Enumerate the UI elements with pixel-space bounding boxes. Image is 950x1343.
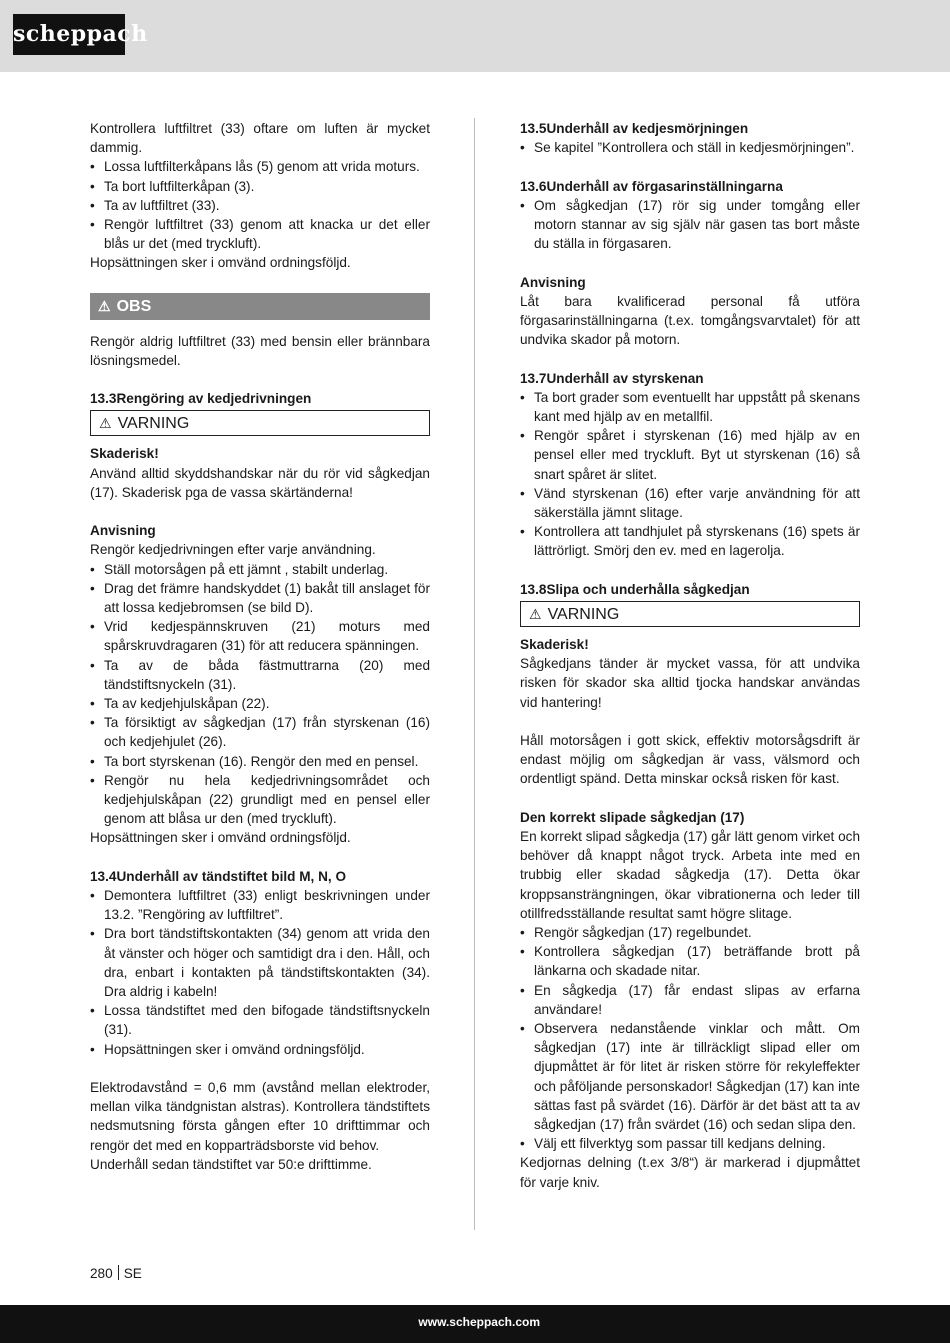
list-item: • Kontrollera att tandhjulet på styrskenans (16) spets är lättrörligt. Smörj den ev. med en lagerolja. [520, 522, 860, 560]
section-13-5-title: 13.5Underhåll av kedjesmörjningen [520, 121, 749, 136]
risk-text: Använd alltid skyddshandskar när du rör vid sågkedjan (17). Skaderisk pga de vassa skärtänderna! [90, 465, 430, 500]
scheppach-logo: scheppach [13, 14, 125, 55]
pitch-text: Kedjornas delning (t.ex 3/8“) är markerad i djupmåttet för varje kniv. [520, 1155, 860, 1190]
page-number-separator [118, 1265, 119, 1280]
section-13-6-title: 13.6Underhåll av förgasarinställningarna [520, 178, 783, 194]
warning-triangle-icon: ⚠ [529, 606, 542, 623]
page-number-value: 280 [90, 1266, 113, 1281]
list-item: • Rengör spåret i styrskenan (16) med hjälp av en pensel eller med tryckluft. Byt ut styrskenan (16) så snart spåret är slitet. [520, 426, 860, 484]
obs-text: Rengör aldrig luftfiltret (33) med bensin eller brännbara lösningsmedel. [90, 333, 430, 368]
warning-box [520, 601, 860, 627]
warning-triangle-icon: ⚠ [98, 297, 111, 314]
list-item: • Ta av luftfiltret (33). [90, 196, 430, 215]
list-item: • Rengör sågkedjan (17) regelbundet. [520, 923, 860, 942]
list-item: • Om sågkedjan (17) rör sig under tomgång eller motorn stannar av sig själv när gasen tas bort måste du ställa in förgasaren. [520, 196, 860, 254]
list-item: • Ta försiktigt av sågkedjan (17) från styrskenan (16) och kedjehjulet (26). [90, 713, 430, 751]
section-13-7-title: 13.7Underhåll av styrskenan [520, 370, 704, 386]
warning-box [90, 410, 430, 436]
reassembly-text: Hopsättningen sker i omvänd ordningsföljd. [90, 255, 351, 271]
risk-label: Skaderisk! [520, 637, 589, 653]
page-header [0, 0, 950, 72]
note-text: Rengör kedjedrivningen efter varje användning. [90, 542, 376, 558]
list-item: • Vrid kedjespännskruven (21) moturs med spårskruvdragaren (31) för att reducera spänningen. [90, 617, 430, 655]
reassembly-text: Hopsättningen sker i omvänd ordningsföljd. [90, 830, 351, 846]
right-column [520, 119, 860, 1192]
sharp-chain-title: Den korrekt slipade sågkedjan (17) [520, 809, 745, 825]
list-item: • Rengör nu hela kedjedrivningsområdet och kedjehjulskåpan (22) grundligt med en pensel eller genom att blåsa ur den (med tryckluft). [90, 771, 430, 829]
list-item: • Ta av kedjehjulskåpan (22). [90, 694, 430, 713]
risk-label: Skaderisk! [90, 446, 159, 462]
warning-label: VARNING [117, 415, 190, 433]
section-13-8-title: 13.8Slipa och underhålla sågkedjan [520, 581, 750, 597]
section-13-3-title: 13.3Rengöring av kedjedrivningen [90, 391, 312, 407]
intro-text: Kontrollera luftfiltret (33) oftare om luften är mycket dammig. [90, 121, 430, 156]
list-item: • Kontrollera sågkedjan (17) beträffande brott på länkarna och skadade nitar. [520, 942, 860, 980]
list-item: • Ställ motorsågen på ett jämnt , stabilt underlag. [90, 560, 430, 579]
website-link[interactable]: www.scheppach.com [418, 1315, 540, 1329]
list-item: • Lossa tändstiftet med den bifogade tändstiftsnyckeln (31). [90, 1001, 430, 1039]
note-label: Anvisning [520, 274, 586, 290]
language-code: SE [123, 1266, 142, 1281]
note-text: Låt bara kvalificerad personal få utföra förgasarinställningarna (t.ex. tomgångsvarvtalet) för att undvika skador på motorn. [520, 293, 860, 348]
list-item: • Hopsättningen sker i omvänd ordningsföljd. [90, 1040, 430, 1059]
list-item: • Ta bort styrskenan (16). Rengör den med en pensel. [90, 752, 430, 771]
warning-label: VARNING [547, 606, 620, 624]
maintenance-text: Underhåll sedan tändstiftet var 50:e drifttimme. [90, 1156, 372, 1172]
condition-text: Håll motorsågen i gott skick, effektiv motorsågsdrift är endast möjlig om sågkedjan är vass, välsmord och ordentligt spänd. Detta minskar också risken för kast. [520, 733, 860, 787]
obs-label: OBS [116, 297, 152, 315]
list-item: • Lossa luftfilterkåpans lås (5) genom att vrida moturs. [90, 157, 430, 176]
list-item: • Välj ett filverktyg som passar till kedjans delning. [520, 1134, 860, 1153]
list-item: • Ta bort luftfilterkåpan (3). [90, 177, 430, 196]
sharp-chain-text: En korrekt slipad sågkedja (17) går lätt genom virket och behöver då knappt något tryck. Arbeta inte med en trubbig eller skadad sågkedja (17). Detta ökar kroppsansträngningen, ökar vibrationerna och leder till otillfredsställande resultat samt högre slitage. [520, 829, 861, 921]
list-item: • Observera nedanstående vinklar och mått. Om sågkedjan (17) inte är tillräckligt slipad eller om djupmåttet är för litet är risken större för rekyleffekter och påföljande personskador! Sågkedjan (17) kan inte sättas fast på svärdet (16). Därför är det bäst att ta av sågkedjan (17) från svärdet (16) och sedan slipa den. [520, 1019, 860, 1134]
list-item: • En sågkedja (17) får endast slipas av erfarna användare! [520, 981, 860, 1019]
note-label: Anvisning [90, 523, 156, 539]
list-item: • Dra bort tändstiftskontakten (34) genom att vrida den åt vänster och höger och samtidigt dra i den. Håll, och dra, enbart i kontakten på tändstiftskontakten (34). Dra aldrig i kabeln! [90, 924, 430, 1001]
list-item: • Demontera luftfiltret (33) enligt beskrivningen under 13.2. ”Rengöring av luftfiltret”. [90, 886, 430, 924]
left-column [90, 119, 430, 1174]
column-divider [474, 118, 475, 1230]
list-item: • Se kapitel ”Kontrollera och ställ in kedjesmörjningen”. [520, 138, 860, 157]
warning-triangle-icon: ⚠ [99, 415, 112, 432]
obs-banner [90, 293, 430, 320]
list-item: • Rengör luftfiltret (33) genom att knacka ur det eller blås ur det (med tryckluft). [90, 215, 430, 253]
list-item: • Ta av de båda fästmuttrarna (20) med tändstiftsnyckeln (31). [90, 656, 430, 694]
list-item: • Ta bort grader som eventuellt har uppstått på skenans kant med hjälp av en metallfil. [520, 388, 860, 426]
list-item: • Drag det främre handskyddet (1) bakåt till anslaget för att lossa kedjebromsen (se bild D). [90, 579, 430, 617]
electrode-text: Elektrodavstånd = 0,6 mm (avstånd mellan elektroder, mellan vilka tändgnistan alstras). Kontrollera tändstiftets nedsmutsning första gången efter 10 drifttimmar och rengör det med en kopparträdsborste vid behov. [90, 1080, 430, 1153]
list-item: • Vänd styrskenan (16) efter varje användning för att säkerställa jämnt slitage. [520, 484, 860, 522]
page-footer [0, 1305, 950, 1343]
page-number [90, 1264, 142, 1283]
section-13-4-title: 13.4Underhåll av tändstiftet bild M, N, O [90, 868, 347, 884]
risk-text: Sågkedjans tänder är mycket vassa, för att undvika risken för skador ska alltid tjocka handskar användas vid hantering! [520, 656, 860, 710]
